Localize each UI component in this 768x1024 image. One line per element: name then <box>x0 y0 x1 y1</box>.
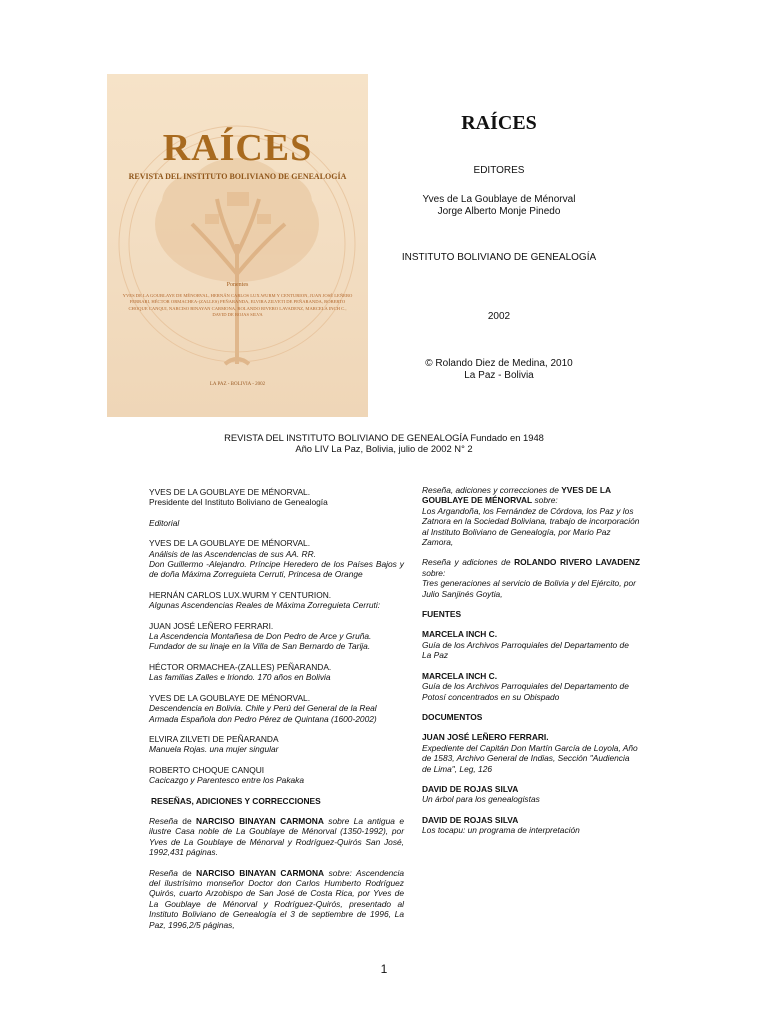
cover-authors: YVES DE LA GOUBLAYE DE MÉNORVAL, HERNÁN CARLOS LUX.WURM Y CENTURION, JUAN JOSÉ LEÑERO FERRARI, HÉCTOR ORMACHEA-(ZALLES) PEÑARANDA, ELVIRA ZILVETI DE PEÑARANDA, ROBERTO CHOQUE CANQUI, NARCISO BINAYAN CARMONA, ROLANDO RIVERO LAVADENZ, MARCELA INCH C., DAVID DE ROJAS SILVA <box>122 293 353 318</box>
copyright: © Rolando Diez de Medina, 2010 <box>425 358 573 369</box>
list-item: ELVIRA ZILVETI DE PEÑARANDA Manuela Rojas. una mujer singular <box>149 733 279 755</box>
list-item: Reseña de NARCISO BINAYAN CARMONA sobre La antigua e ilustre Casa noble de La Goublaye de Ménorval (1350-1992), por Yves de La Goublaye de Ménorval y Rodríguez-Quirós San José, 1992,431 páginas. <box>149 815 404 858</box>
contents-left-column <box>149 487 404 940</box>
cover-title: RAÍCES <box>162 127 313 169</box>
list-item: JUAN JOSÉ LEÑERO FERRARI. Expediente del Capitán Don Martín García de Loyola, Año de 1583, Archivo General de Indias, Sección "Audiencia de Lima", Leg, 126 <box>422 732 638 774</box>
masthead <box>100 432 668 454</box>
list-item: YVES DE LA GOUBLAYE DE MÉNORVAL. Descendencia en Bolivia. Chile y Perú del General de la Real Armada Española don Pedro Pérez de Quintana (1600-2002) <box>149 692 377 724</box>
page-title: RAÍCES <box>461 112 537 134</box>
cover-place: LA PAZ - BOLIVIA - 2002 <box>209 382 266 387</box>
list-item: JUAN JOSÉ LEÑERO FERRARI. La Ascendencia Montañesa de Don Pedro de Arce y Gruña. Fundador de su linaje en la Villa de San Bernardo de Tarija. <box>149 620 372 652</box>
list-item: DAVID DE ROJAS SILVA Un árbol para los genealogistas <box>422 783 540 805</box>
list-item: MARCELA INCH C. Guía de los Archivos Parroquiales del Departamento de La Paz <box>422 629 629 661</box>
list-item: ROBERTO CHOQUE CANQUI Cacicazgo y Parentesco entre los Pakaka <box>149 764 305 786</box>
list-item: Reseña, adiciones y correcciones de YVES DE LA GOUBLAYE DE MÉNORVAL sobre: Los Argandoña, los Fernández de Córdova, los Paz y los Zatnora en la Sociedad Boliviana, trabajo de incorporación al Instituto Boliviano de Genealogía, por Mario Paz Zamora, <box>422 485 640 548</box>
list-item: HÉCTOR ORMACHEA-(ZALLES) PEÑARANDA. Las familias Zalles e Iriondo. 170 años en Bolivia <box>149 661 332 683</box>
list-item: MARCELA INCH C. Guía de los Archivos Parroquiales del Departamento de Potosí concentrados en su Obispado <box>422 670 629 702</box>
institute-name: INSTITUTO BOLIVIANO DE GENEALOGÍA <box>401 252 597 263</box>
list-item: HERNÁN CARLOS LUX.WURM Y CENTURION. Algunas Ascendencias Reales de Máxima Zorreguieta Cerruti: <box>149 589 381 611</box>
masthead-line-1: REVISTA DEL INSTITUTO BOLIVIANO DE GENEALOGÍA Fundado en 1948 <box>224 432 544 443</box>
section-heading: DOCUMENTOS <box>422 711 483 722</box>
page-number: 1 <box>380 962 388 976</box>
year: 2002 <box>487 311 511 322</box>
list-item: YVES DE LA GOUBLAYE DE MÉNORVAL. Presidente del Instituto Boliviano de Genealogía <box>149 487 328 508</box>
list-item: Reseña de NARCISO BINAYAN CARMONA sobre: Ascendencia del ilustrísimo monseñor Doctor don Carlos Humberto Rodríguez Quirós, cuarto Arzobispo de San José de Costa Rica, por Yves de La Goublaye de Ménorval y Rodríguez-Quirós, presentado al Instituto Boliviano de Genealogía el 3 de septiembre de 1996, La Paz, 1996,2/5 páginas, <box>149 867 404 930</box>
masthead-line-2: Año LIV La Paz, Bolivia, julio de 2002 N° 2 <box>295 443 473 454</box>
contents-right-column <box>422 485 640 846</box>
section-heading: RESEÑAS, ADICIONES Y CORRECCIONES <box>151 795 321 806</box>
cover-image <box>107 74 368 417</box>
editor-1: Yves de La Goublaye de Ménorval <box>422 194 576 205</box>
list-item: YVES DE LA GOUBLAYE DE MÉNORVAL. Análisis de las Ascendencias de sus AA. RR. Don Guillermo -Alejandro. Príncipe Heredero de los Países Bajos y de doña Máxima Zorreguieta Cerruti, Princesa de Orange <box>149 538 404 580</box>
editors-label: EDITORES <box>473 165 525 176</box>
section-heading: FUENTES <box>422 609 462 620</box>
cover-subtitle: REVISTA DEL INSTITUTO BOLIVIANO DE GENEALOGÍA <box>128 172 347 181</box>
list-item: Editorial <box>149 517 180 528</box>
city: La Paz - Bolivia <box>464 370 534 381</box>
cover-ponencias: Ponentes <box>226 282 249 288</box>
editor-2: Jorge Alberto Monje Pinedo <box>437 206 561 217</box>
list-item: Reseña y adiciones de ROLANDO RIVERO LAVADENZ sobre: Tres generaciones al servicio de Bolivia y del Ejército, por Julio Sanjinés Goytia, <box>422 557 641 599</box>
list-item: DAVID DE ROJAS SILVA Los tocapu: un programa de interpretación <box>422 814 580 836</box>
